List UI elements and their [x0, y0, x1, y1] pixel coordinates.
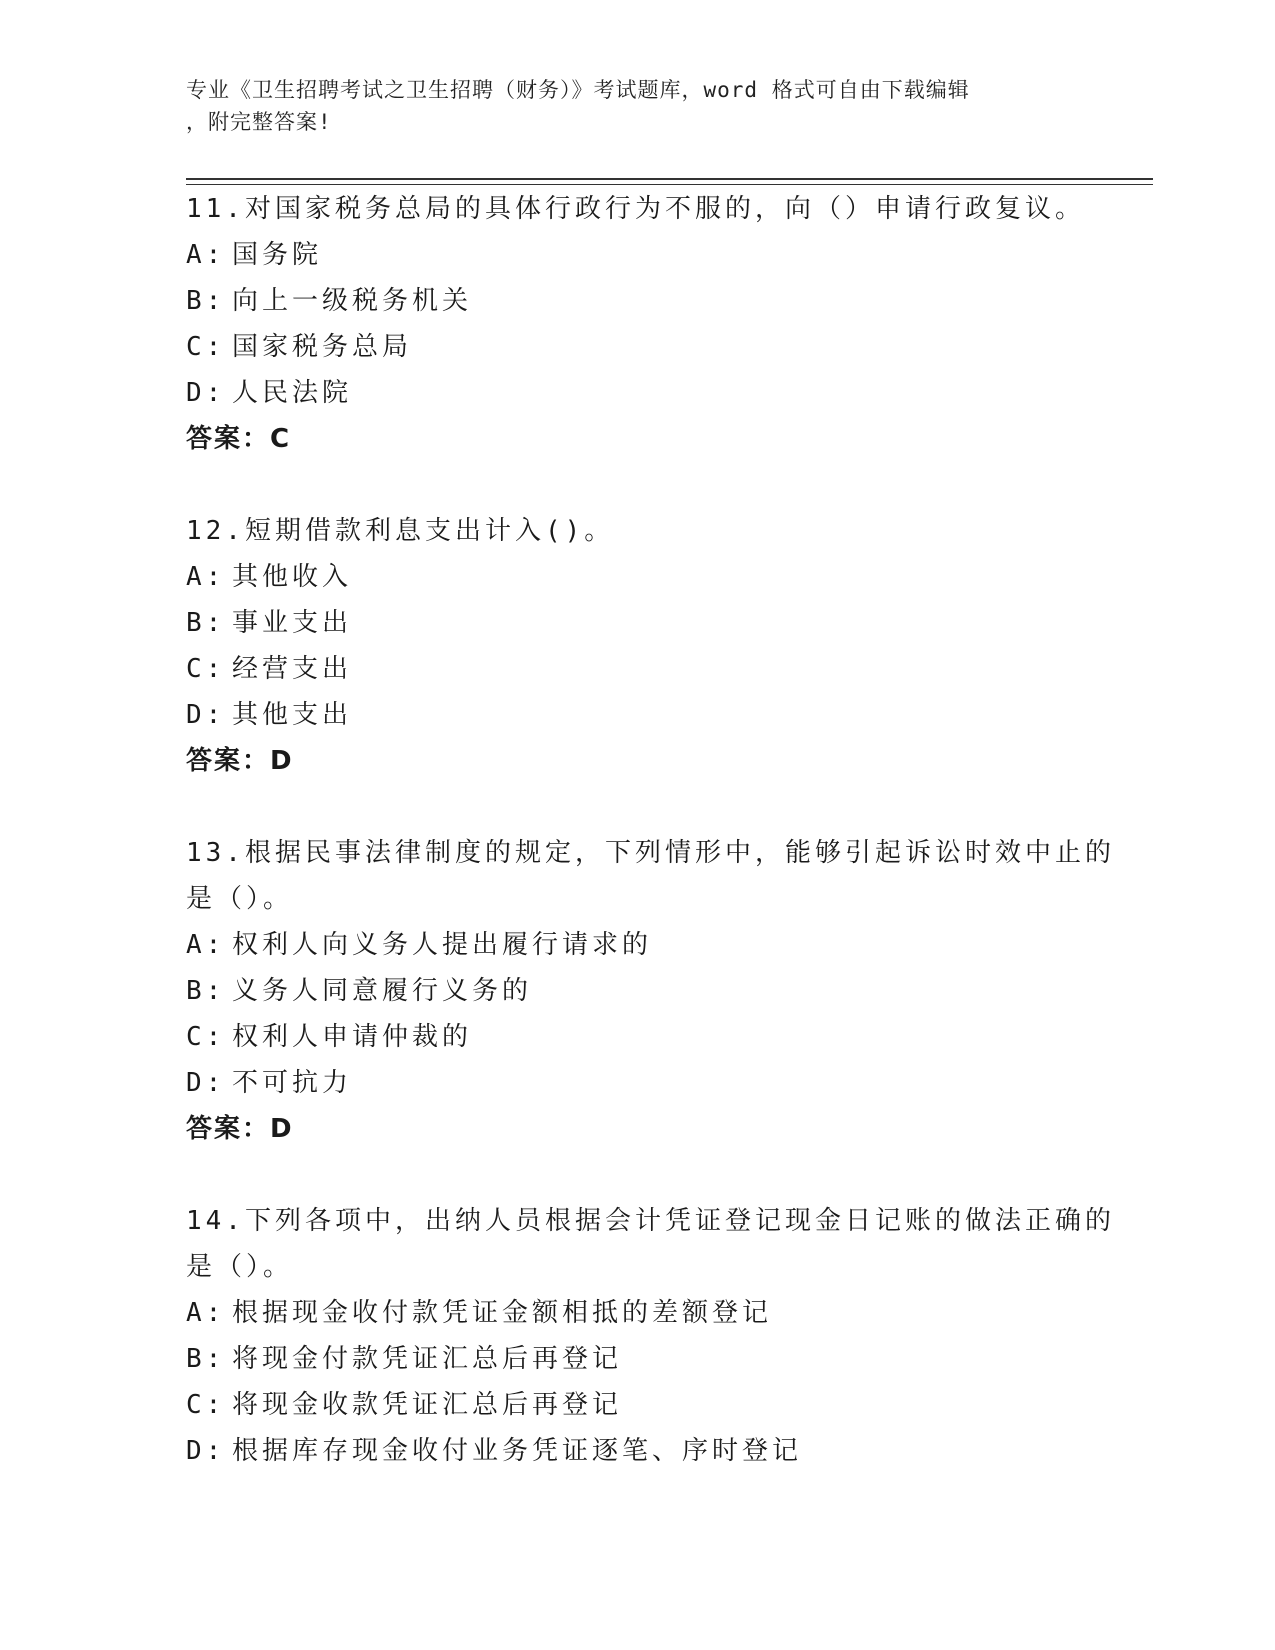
option-row: [186, 1336, 1086, 1382]
option-text: 将现金付款凭证汇总后再登记: [232, 1344, 623, 1374]
header-line-1: 专业《卫生招聘考试之卫生招聘（财务）》考试题库，word 格式可自由下载编辑: [186, 78, 970, 102]
answer-line: 答案：C: [186, 424, 292, 454]
option-text: 义务人同意履行义务的: [232, 976, 533, 1006]
option-text: 根据现金收付款凭证金额相抵的差额登记: [232, 1298, 773, 1328]
document-header: [186, 74, 1066, 138]
answer-line: 答案：D: [186, 746, 294, 776]
question-block: [186, 508, 1086, 784]
option-key: D:: [186, 700, 226, 730]
question-stem: 是（）。: [186, 884, 294, 914]
question-stem: 12.短期借款利息支出计入()。: [186, 516, 615, 546]
option-text: 向上一级税务机关: [232, 286, 473, 316]
option-row: [186, 1382, 1086, 1428]
option-key: B:: [186, 286, 226, 316]
option-text: 国务院: [232, 240, 323, 270]
option-row: [186, 324, 1086, 370]
option-key: D:: [186, 1068, 226, 1098]
option-row: [186, 232, 1086, 278]
option-row: [186, 600, 1086, 646]
option-key: A:: [186, 930, 226, 960]
option-key: B:: [186, 608, 226, 638]
question-block: [186, 1198, 1115, 1474]
option-row: [186, 968, 1086, 1014]
question-stem: 是（）。: [186, 1252, 294, 1282]
option-key: B:: [186, 976, 226, 1006]
option-key: C:: [186, 332, 226, 362]
option-key: C:: [186, 1022, 226, 1052]
option-row: [186, 1290, 1086, 1336]
option-row: [186, 1428, 1086, 1474]
option-key: A:: [186, 1298, 226, 1328]
option-text: 权利人向义务人提出履行请求的: [232, 930, 653, 960]
option-key: D:: [186, 1436, 226, 1466]
option-row: [186, 1014, 1086, 1060]
option-text: 事业支出: [232, 608, 353, 638]
option-text: 其他收入: [232, 562, 353, 592]
option-text: 不可抗力: [232, 1068, 353, 1098]
question-stem: 11.对国家税务总局的具体行政行为不服的，向（）申请行政复议。: [186, 194, 1085, 224]
answer-line: 答案：D: [186, 1114, 294, 1144]
option-key: B:: [186, 1344, 226, 1374]
question-list: [186, 186, 1115, 1520]
option-row: [186, 922, 1086, 968]
option-key: C:: [186, 654, 226, 684]
option-text: 人民法院: [232, 378, 353, 408]
header-rule-thick: [186, 178, 1153, 180]
option-row: [186, 1060, 1086, 1106]
option-key: C:: [186, 1390, 226, 1420]
option-key: A:: [186, 562, 226, 592]
question-block: [186, 830, 1115, 1152]
option-row: [186, 554, 1086, 600]
option-row: [186, 646, 1086, 692]
header-rule-thin: [186, 184, 1153, 185]
option-text: 将现金收款凭证汇总后再登记: [232, 1390, 623, 1420]
option-key: D:: [186, 378, 226, 408]
header-line-2: ，附完整答案!: [186, 110, 332, 134]
option-text: 根据库存现金收付业务凭证逐笔、序时登记: [232, 1436, 803, 1466]
option-text: 其他支出: [232, 700, 353, 730]
option-row: [186, 278, 1086, 324]
question-stem: 14.下列各项中，出纳人员根据会计凭证登记现金日记账的做法正确的: [186, 1206, 1115, 1236]
option-text: 权利人申请仲裁的: [232, 1022, 473, 1052]
option-text: 国家税务总局: [232, 332, 413, 362]
option-key: A:: [186, 240, 226, 270]
option-row: [186, 692, 1086, 738]
question-stem: 13.根据民事法律制度的规定，下列情形中，能够引起诉讼时效中止的: [186, 838, 1115, 868]
option-row: [186, 370, 1086, 416]
option-text: 经营支出: [232, 654, 353, 684]
question-block: [186, 186, 1086, 462]
